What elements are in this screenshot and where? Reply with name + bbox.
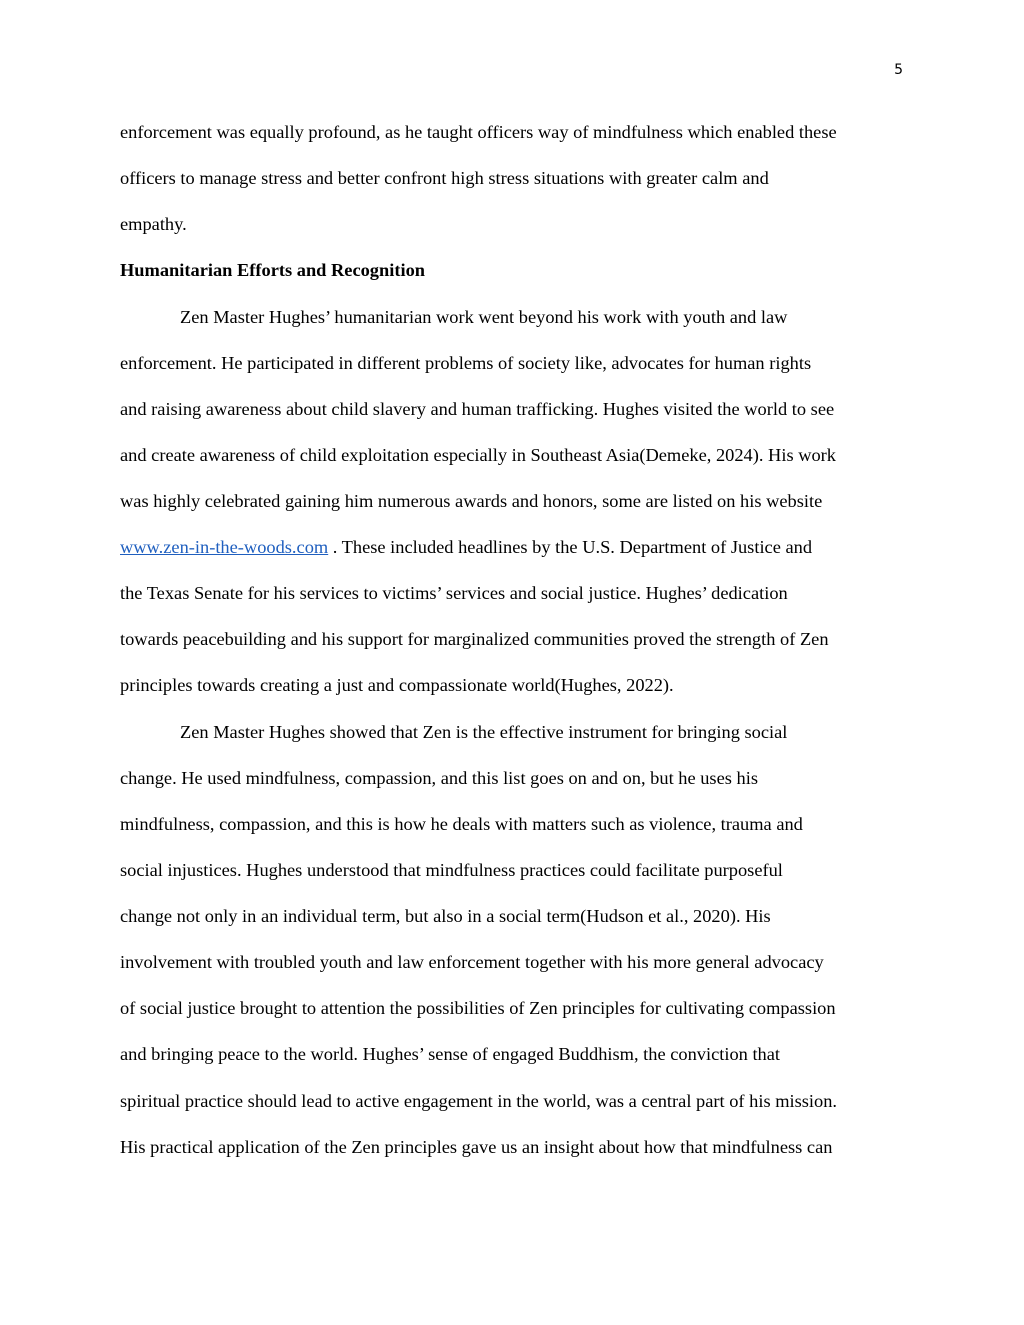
para2-line-6-text: . These included headlines by the U.S. Department of Justice and bbox=[328, 537, 813, 557]
para3-line-6: involvement with troubled youth and law enforcement together with his more general advocacy bbox=[120, 952, 824, 972]
para1-line-2: officers to manage stress and better confront high stress situations with greater calm and bbox=[120, 168, 769, 188]
para2-line-3: and raising awareness about child slavery and human trafficking. Hughes visited the world to see bbox=[120, 399, 835, 419]
para2-line-9: principles towards creating a just and compassionate world(Hughes, 2022). bbox=[120, 675, 674, 695]
para3-line-10: His practical application of the Zen principles gave us an insight about how that mindfulness can bbox=[120, 1137, 833, 1157]
para2-line-1: Zen Master Hughes’ humanitarian work went beyond his work with youth and law bbox=[180, 307, 788, 327]
para2-line-5: was highly celebrated gaining him numerous awards and honors, some are listed on his website bbox=[120, 491, 823, 511]
para3-line-5: change not only in an individual term, but also in a social term(Hudson et al., 2020). His bbox=[120, 906, 771, 926]
para1-line-3: empathy. bbox=[120, 214, 187, 234]
website-link[interactable]: www.zen-in-the-woods.com bbox=[120, 537, 329, 557]
page-number: 5 bbox=[894, 62, 903, 78]
para3-line-8: and bringing peace to the world. Hughes’ sense of engaged Buddhism, the conviction that bbox=[120, 1044, 781, 1064]
para3-line-1: Zen Master Hughes showed that Zen is the effective instrument for bringing social bbox=[180, 722, 788, 742]
para1-line-1: enforcement was equally profound, as he taught officers way of mindfulness which enabled these bbox=[120, 122, 837, 142]
para2-line-2: enforcement. He participated in different problems of society like, advocates for human rights bbox=[120, 353, 812, 373]
para2-line-7: the Texas Senate for his services to victims’ services and social justice. Hughes’ dedication bbox=[120, 583, 788, 603]
para3-line-2: change. He used mindfulness, compassion, and this list goes on and on, but he uses his bbox=[120, 768, 758, 788]
para2-line-8: towards peacebuilding and his support for marginalized communities proved the strength of Zen bbox=[120, 629, 829, 649]
para3-line-3: mindfulness, compassion, and this is how he deals with matters such as violence, trauma and bbox=[120, 814, 803, 834]
para2-line-6 bbox=[120, 535, 812, 559]
para2-line-4: and create awareness of child exploitation especially in Southeast Asia(Demeke, 2024). His work bbox=[120, 445, 836, 465]
para3-line-4: social injustices. Hughes understood that mindfulness practices could facilitate purposeful bbox=[120, 860, 783, 880]
para3-line-9: spiritual practice should lead to active engagement in the world, was a central part of his mission. bbox=[120, 1091, 838, 1111]
section-heading: Humanitarian Efforts and Recognition bbox=[120, 260, 425, 280]
para3-line-7: of social justice brought to attention the possibilities of Zen principles for cultivating compassion bbox=[120, 998, 836, 1018]
